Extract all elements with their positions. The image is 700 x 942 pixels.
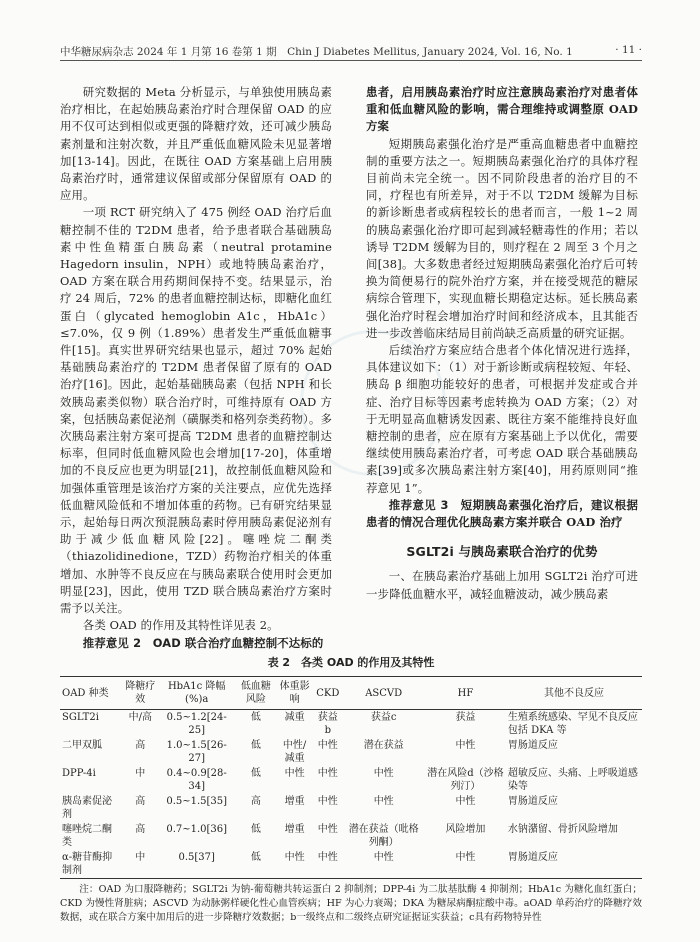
table-cell: 胰岛素促泌剂 [62, 796, 112, 820]
table-cell: 0.5[37] [178, 852, 215, 863]
col-header: 降糖疗效 [125, 681, 156, 705]
table-cell: SGLT2i [62, 712, 99, 723]
paragraph: 各类 OAD 的作用及其特性详见表 2。 [82, 618, 279, 633]
table-cell: 噻唑烷二酮类 [62, 824, 112, 848]
table-cell: 高 [135, 824, 146, 835]
col-header: 体重影响 [279, 681, 310, 705]
recommendation-text: OAD 联合治疗血糖控制不达标的 [152, 635, 324, 650]
table-cell: 高 [250, 796, 261, 807]
table-cell: 中性 [317, 740, 338, 751]
table-cell: 中性 [455, 740, 476, 751]
col-header: OAD 种类 [62, 687, 109, 699]
table-cell: 中性 [317, 852, 338, 863]
table-cell: 潜在获益 [363, 740, 404, 751]
table-cell: 低 [250, 824, 261, 835]
table-row [60, 766, 642, 794]
col-header: 低血糖风险 [240, 681, 271, 705]
table-cell: 中性 [455, 852, 476, 863]
table-cell: 中性 [455, 796, 476, 807]
table-cell: 获益b [317, 712, 338, 736]
table-cell: 中性 [373, 852, 394, 863]
paragraph: 研究数据的 Meta 分析显示，与单独使用胰岛素治疗相比，在起始胰岛素治疗时合理保留 OAD 的应用不仅可达到相似或更强的降糖疗效，还可减少胰岛素剂量和注射次数，并且严重低血糖风险未见显著增加[13-14]。因此，在既往 OAD 方案基础上启用胰岛素治疗时，通常建议保留或部分保留原有 OAD 的应用。 [60, 85, 332, 203]
col-header: ASCVD [365, 687, 403, 699]
left-column [60, 84, 332, 652]
col-header: 其他不良反应 [543, 687, 604, 699]
table-cell: 中性 [373, 796, 394, 807]
journal-header: 中华糖尿病杂志 2024 年 1 月第 16 卷第 1 期 Chin J Diabetes Mellitus, January 2024, Vol. 16, No. 1 [60, 46, 573, 58]
table-cell: 中 [135, 768, 146, 779]
table-caption: 表 2 各类 OAD 的作用及其特性 [267, 656, 435, 669]
table-cell: 中 [135, 852, 146, 863]
table-cell: 增重 [284, 824, 305, 835]
table-cell: 中性 [284, 768, 305, 779]
table-cell: 0.5~1.5[35] [166, 796, 228, 807]
recommendation-3 [366, 497, 638, 531]
table-cell: 高 [135, 740, 146, 751]
section-heading: 一、在胰岛素治疗基础上加用 SGLT2i 治疗可进一步降低血糖水平，减轻血糖波动，减少胰岛素 [366, 569, 638, 601]
col-header: HbA1c 降幅(%)a [167, 681, 226, 705]
table-cell: 获益c [370, 712, 397, 723]
recommendation-2 [60, 635, 332, 652]
table-cell: 胃肠道反应 [507, 740, 558, 751]
table-cell: 二甲双胍 [62, 740, 102, 751]
table-cell: 低 [250, 740, 261, 751]
recommendation-2-cont: 患者，启用胰岛素治疗时应注意胰岛素治疗对患者体重和低血糖风险的影响，需合理维持或调整原 OAD 方案 [366, 85, 638, 134]
table-cell: 高 [135, 796, 146, 807]
col-header: CKD [316, 687, 340, 699]
table-cell: DPP-4i [62, 768, 96, 779]
table-row [60, 794, 642, 822]
table-cell: 0.4~0.9[28-34] [166, 768, 227, 792]
table-row [60, 822, 642, 850]
table-cell: 胃肠道反应 [507, 852, 558, 863]
table-note: 注：OAD 为口服降糖药；SGLT2i 为钠-葡萄糖共转运蛋白 2 抑制剂；DPP-4i 为二肽基肽酶 4 抑制剂；HbA1c 为糖化血红蛋白；CKD 为慢性肾脏病；ASCVD 为动脉粥样硬化性心血管疾病；HF 为心力衰竭；DKA 为糖尿病酮症酸中毒。aOAD 单药治疗的降糖疗效数据，或在联合方案中加用后的进一步降糖疗效数据；b一级终点和二级终点研究证据证实获益；c具有药物特异性 [60, 884, 642, 923]
table-cell: 胃肠道反应 [507, 796, 558, 807]
table-row [60, 710, 642, 739]
recommendation-label: 推荐意见 3 [388, 497, 449, 512]
table-cell: 增重 [284, 796, 305, 807]
col-header: HF [457, 687, 474, 699]
table-row [60, 850, 642, 879]
table-2 [60, 654, 642, 925]
table-cell: 低 [250, 712, 261, 723]
table-cell: 潜在获益（吡格列酮） [348, 824, 419, 848]
right-column [366, 84, 638, 603]
recommendation-text: 短期胰岛素强化治疗后，建议根据患者的情况合理优化胰岛素方案并联合 OAD 治疗 [366, 497, 638, 530]
table-row [60, 738, 642, 766]
paragraph: 后续治疗方案应结合患者个体化情况进行选择，具体建议如下：（1）对于新诊断或病程较短、年轻、胰岛 β 细胞功能较好的患者，可根据并发症或合并症、治疗目标等因素考虑转换为 OAD 方案；（2）对于无明显高血糖诱发因素、既往方案不能维持良好血糖控制的患者，应在原有方案基础上予以优化，需要继续使用胰岛素治疗者，可考虑 OAD 联合基础胰岛素[39]或多次胰岛素注射方案[40]，用药原则同“推荐意见 1”。 [366, 343, 638, 495]
table-cell: 0.7~1.0[36] [166, 824, 228, 835]
paragraph: 一项 RCT 研究纳入了 475 例经 OAD 治疗后血糖控制不佳的 T2DM 患者，给予患者联合基础胰岛素中性鱼精蛋白胰岛素（neutral protamine Hagedorn insulin，NPH）或地特胰岛素治疗，OAD 方案在联合用药期间保持不变。结果显示，治疗 24 周后，72% 的患者血糖控制达标，即糖化血红蛋白（glycated hemoglobin A1c，HbA1c）≤7.0%，仅 9 例（1.89%）患者发生严重低血糖事件[15]。真实世界研究结果也显示，超过 70% 起始基础胰岛素治疗的 T2DM 患者保留了原有的 OAD 治疗[16]。因此，起始基础胰岛素（包括 NPH 和长效胰岛素类似物）联合治疗时，可维持原有 OAD 方案，包括胰岛素促泌剂（磺脲类和格列奈类药物）。多次胰岛素注射方案可提高 T2DM 患者的血糖控制达标率，但同时低血糖风险也会增加[17-20]，体重增加的不良反应也更为明显[21]，故控制低血糖风险和加强体重管理是该治疗方案的关注要点，应优先选择低血糖风险低和不增加体重的药物。已有研究结果显示，起始每日两次预混胰岛素时停用胰岛素促泌剂有助于减少低血糖风险[22]。噻唑烷二酮类（thiazolidinedione，TZD）药物治疗相关的体重增加、水肿等不良反应在与胰岛素联合使用时会更加明显[23]，因此，使用 TZD 联合胰岛素治疗方案时需予以关注。 [60, 205, 332, 616]
recommendation-label: 推荐意见 2 [82, 635, 142, 650]
page-number: · 11 · [615, 44, 642, 56]
table-cell: 中性 [317, 768, 338, 779]
table-cell: 中性/减重 [282, 740, 307, 764]
table-cell: 减重 [284, 712, 305, 723]
table-cell: 中/高 [128, 712, 152, 723]
table-cell: 水钠潴留、骨折风险增加 [507, 824, 618, 835]
table-cell: 中性 [317, 796, 338, 807]
table-cell: α-糖苷酶抑制剂 [62, 852, 113, 876]
table-cell: 0.5~1.2[24-25] [166, 712, 227, 736]
table-cell: 低 [250, 768, 261, 779]
section-title: SGLT2i 与胰岛素联合治疗的优势 [406, 544, 598, 560]
table-cell: 中性 [317, 824, 338, 835]
table-header-row [60, 677, 642, 710]
table-cell: 低 [250, 852, 261, 863]
table-cell: 1.0~1.5[26-27] [166, 740, 227, 764]
table-cell: 潜在风险d（沙格列汀） [427, 768, 504, 792]
oad-table [60, 676, 642, 879]
running-header [60, 42, 642, 61]
paragraph: 短期胰岛素强化治疗是严重高血糖患者中血糖控制的重要方法之一。短期胰岛素强化治疗的具体疗程目前尚未完全统一。因不同阶段患者的治疗目的不同，疗程也有所差异，对于不以 T2DM 缓解为目标的新诊断患者或病程较长的患者而言，一般 1~2 周的胰岛素强化治疗即可起到减轻糖毒性的作用；若以诱导 T2DM 缓解为目的，则疗程在 2 周至 3 个月之间[38]。大多数患者经过短期胰岛素强化治疗后可转换为简便易行的院外治疗方案，并在接受规范的糖尿病综合管理下，实现血糖长期稳定达标。延长胰岛素强化治疗时程会增加治疗时间和经济成本，且其能否进一步改善临床结局目前尚缺乏高质量的研究证据。 [366, 136, 638, 340]
table-cell: 中性 [284, 852, 305, 863]
table-cell: 生殖系统感染、罕见不良反应包括 DKA 等 [507, 712, 638, 736]
table-cell: 获益 [455, 712, 476, 723]
table-cell: 超敏反应、头痛、上呼吸道感染等 [507, 768, 638, 792]
table-cell: 风险增加 [445, 824, 486, 835]
table-cell: 中性 [373, 768, 394, 779]
